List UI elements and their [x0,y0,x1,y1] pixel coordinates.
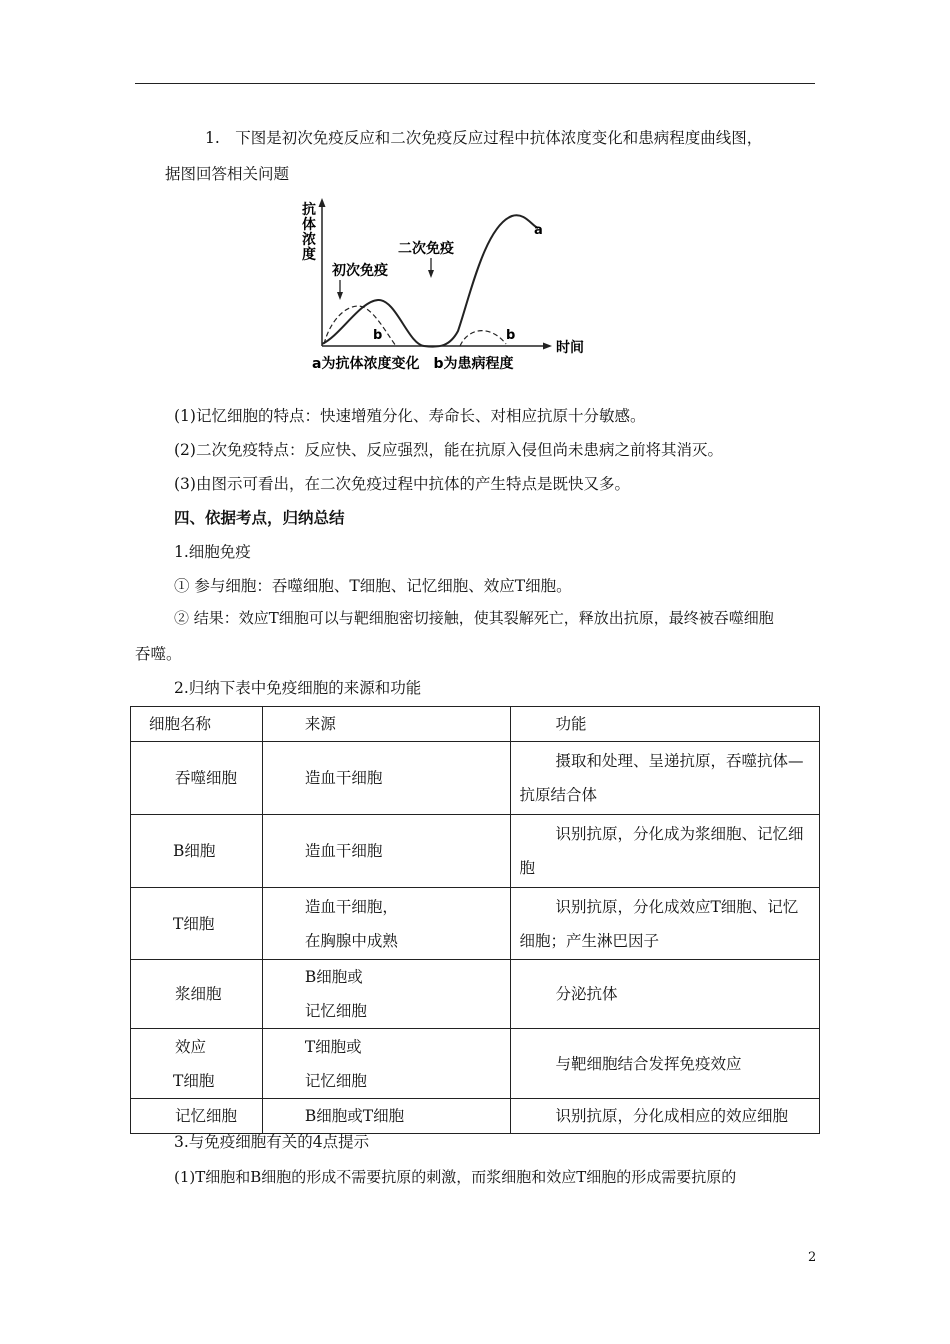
table-header-cell [131,707,263,742]
x-axis-arrow [543,343,552,350]
section-title: 四、依据考点，归纳总结 [174,508,345,527]
cell-source: 记忆细胞 [304,1071,367,1090]
figure-caption: a为抗体浓度变化 b为患病程度 [312,356,514,372]
table-row [131,1099,820,1134]
page-number: 2 [808,1250,817,1265]
immune-response-figure [300,196,590,380]
point-3: (3)由图示可看出，在二次免疫过程中抗体的产生特点是既快又多。 [174,475,630,493]
table-row [131,888,820,960]
cell-name: 吞噬细胞 [175,769,238,787]
cellular-immunity-cells: ① 参与细胞：吞噬细胞、T细胞、记忆细胞、效应T细胞。 [174,577,572,595]
y-axis-arrow [319,198,326,207]
cell-function: 分泌抗体 [555,985,618,1003]
cell-function: 识别抗原，分化成相应的效应细胞 [555,1107,788,1125]
cell-source: B细胞或T细胞 [304,1107,405,1125]
cell-function: 细胞；产生淋巴因子 [519,931,659,950]
question-1-line-1: 1. 下图是初次免疫反应和二次免疫反应过程中抗体浓度变化和患病程度曲线图， [205,129,763,147]
cell-function: 识别抗原，分化成为浆细胞、记忆细 [555,825,804,843]
cellular-immunity-result: ② 结果：效应T细胞可以与靶细胞密切接触，使其裂解死亡，释放出抗原，最终被吞噬细胞 [174,609,774,627]
cell-source: 造血干细胞 [304,842,383,860]
table-header-row [131,707,820,742]
curve-a-label: a [534,223,543,238]
y-label-char: 体 [302,217,316,233]
cell-name: 效应 [175,1037,207,1056]
curve-b-label: b [506,328,516,343]
cellular-immunity-result-cont: 吞噬。 [135,645,182,663]
y-label-char: 度 [302,247,316,263]
cell-name: T细胞 [173,1071,215,1090]
question-1-line-2: 据图回答相关问题 [165,165,290,183]
table-header-cell [511,707,820,742]
immune-cells-table [130,706,820,1134]
curve-b-second [460,331,506,346]
header-name: 细胞名称 [149,715,212,733]
curve-b-label: b [373,328,383,343]
header-rule [135,83,815,84]
table-row [131,815,820,888]
cellular-immunity-title: 1.细胞免疫 [174,543,251,561]
cell-source: 记忆细胞 [304,1002,367,1020]
cell-name: B细胞 [173,842,216,860]
cell-source: B细胞或 [304,968,363,986]
cell-function: 摄取和处理、呈递抗原，吞噬抗体— [555,752,804,770]
tip-1: (1)T细胞和B细胞的形成不需要抗原的刺激，而浆细胞和效应T细胞的形成需要抗原的 [174,1168,737,1186]
point-2: (2)二次免疫特点：反应快、反应强烈，能在抗原入侵但尚未患病之前将其消灭。 [174,441,723,459]
table-row [131,1029,820,1099]
first-immunity-label: 初次免疫 [332,263,388,279]
cell-source: 造血干细胞 [304,769,383,787]
cell-function: 识别抗原，分化成效应T细胞、记忆 [555,897,799,916]
cell-function: 胞 [519,859,535,877]
cell-name: 浆细胞 [175,985,222,1003]
table-title: 2.归纳下表中免疫细胞的来源和功能 [174,679,422,697]
curve-a-antibody [322,215,538,346]
cell-function: 抗原结合体 [519,786,597,804]
cell-source: 在胸腺中成熟 [304,931,398,950]
y-label-char: 抗 [302,202,316,218]
second-immunity-label: 二次免疫 [398,241,454,257]
cell-name: 记忆细胞 [175,1107,238,1125]
table-row [131,960,820,1029]
x-axis-label: 时间 [556,340,584,356]
cell-source: 造血干细胞， [304,897,398,916]
table-header-cell [262,707,511,742]
cell-function: 与靶细胞结合发挥免疫效应 [555,1054,742,1073]
header-source: 来源 [304,715,336,733]
table-row [131,742,820,815]
curve-b-first [324,306,396,346]
point-1: (1)记忆细胞的特点：快速增殖分化、寿命长、对相应抗原十分敏感。 [174,407,646,425]
cell-source: T细胞或 [304,1037,362,1056]
y-label-char: 浓 [302,232,316,248]
cell-name: T细胞 [173,914,215,933]
header-function: 功能 [555,715,587,733]
tips-title: 3.与免疫细胞有关的4点提示 [174,1133,370,1151]
